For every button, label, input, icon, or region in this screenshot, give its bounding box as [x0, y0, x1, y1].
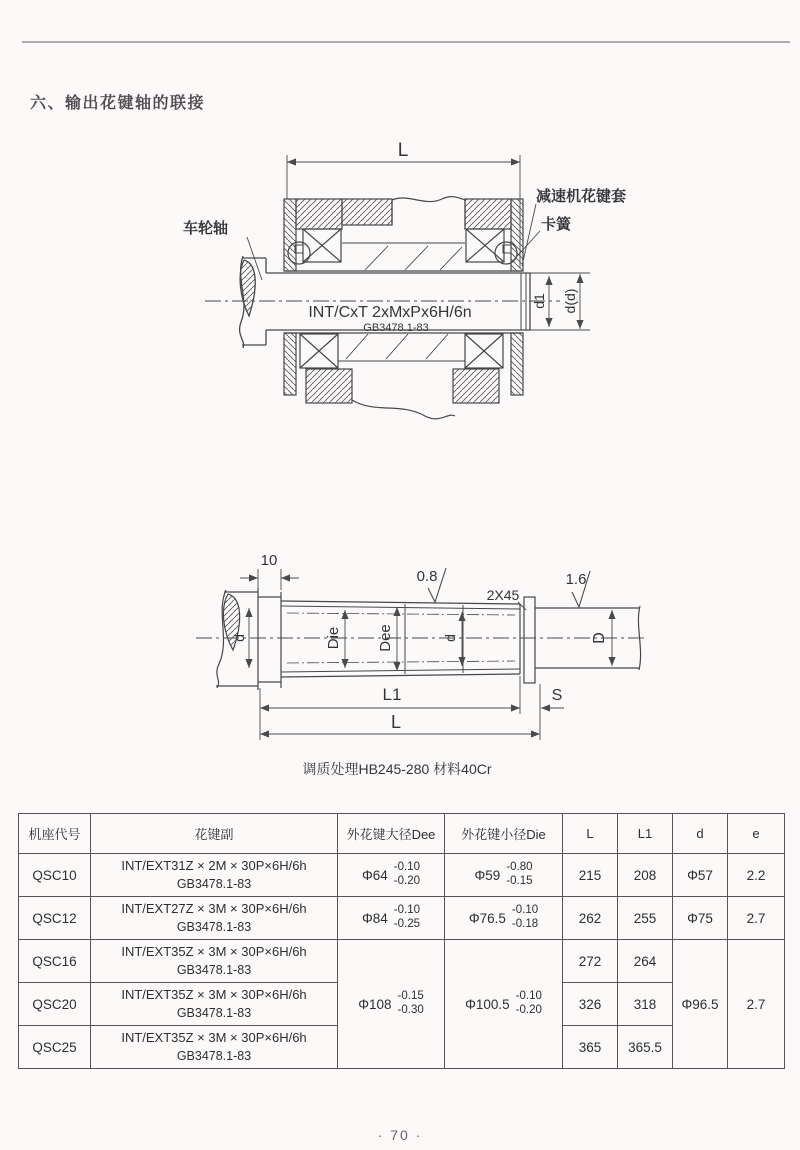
- table-row: [19, 854, 785, 897]
- dim-label-S: S: [551, 687, 563, 704]
- d-value: Φ57: [673, 854, 728, 897]
- assembly-drawing: [150, 130, 670, 445]
- spec-table-wrap: [18, 813, 785, 1069]
- length-dimensions: [260, 676, 564, 740]
- spline-spec: [91, 983, 338, 1026]
- chamfer-label: 2X45: [486, 587, 520, 603]
- die-value: Φ59 -0.80 -0.15: [445, 854, 563, 897]
- dim-label-Die: Die: [325, 626, 342, 650]
- dim-label-D: D: [591, 632, 608, 644]
- spline-spec: [91, 1026, 338, 1069]
- spline-line2: GB3478.1-83: [176, 1049, 252, 1064]
- col-header-d: d: [673, 814, 728, 854]
- L-value: 326: [563, 983, 618, 1026]
- frame-code: QSC10: [19, 854, 91, 897]
- col-header-L1: L1: [618, 814, 673, 854]
- col-header-e: e: [728, 814, 785, 854]
- e-value: 2.7: [728, 897, 785, 940]
- frame-code: QSC20: [19, 983, 91, 1026]
- die-value-merged: Φ100.5 -0.10 -0.20: [445, 940, 563, 1069]
- spline-line1: INT/EXT35Z × 3M × 30P×6H/6h: [121, 986, 307, 1002]
- spline-line1: INT/EXT27Z × 3M × 30P×6H/6h: [121, 900, 307, 916]
- col-header-die: 外花键小径Die: [445, 814, 563, 854]
- L1-value: 255: [618, 897, 673, 940]
- label-reducer-spline-sleeve: 减速机花键套: [536, 188, 627, 205]
- dim-label-dd: d(d): [562, 288, 578, 314]
- dim-label-d-left: d: [231, 634, 247, 642]
- L1-value: 208: [618, 854, 673, 897]
- col-header-L: L: [563, 814, 618, 854]
- spline-spec: [91, 897, 338, 940]
- L1-value: 318: [618, 983, 673, 1026]
- finish-label-1-6: 1.6: [565, 571, 587, 588]
- spline-line1: INT/EXT35Z × 3M × 30P×6H/6h: [121, 943, 307, 959]
- L1-value: 365.5: [618, 1026, 673, 1069]
- spline-spec: [91, 854, 338, 897]
- dim-label-L1: L1: [382, 685, 402, 704]
- L-value: 262: [563, 897, 618, 940]
- finish-label-0-8: 0.8: [416, 568, 438, 585]
- shaft-standard-text: GB3478.1-83: [363, 322, 429, 334]
- spline-line2: GB3478.1-83: [176, 963, 252, 978]
- table-row: [19, 940, 785, 983]
- e-value: 2.2: [728, 854, 785, 897]
- spline-line1: INT/EXT31Z × 2M × 30P×6H/6h: [121, 857, 307, 873]
- L-value: 272: [563, 940, 618, 983]
- dim-label-Dee: Dee: [377, 624, 394, 652]
- dee-value: Φ84 -0.10 -0.25: [338, 897, 445, 940]
- dim-label-10: 10: [260, 552, 278, 569]
- L-value: 365: [563, 1026, 618, 1069]
- dimension-10: [240, 569, 299, 590]
- dim-label-L2: L: [390, 712, 402, 732]
- col-header-spline-pair: 花键副: [91, 814, 338, 854]
- spline-spec: [91, 940, 338, 983]
- page-number: · 70 ·: [377, 1127, 423, 1143]
- frame-code: QSC16: [19, 940, 91, 983]
- table-row: [19, 897, 785, 940]
- shaft-spec-text: INT/CxT 2xMxPx6H/6n: [308, 304, 472, 321]
- spline-shaft-drawing: [185, 545, 650, 790]
- dim-label-d1: d1: [531, 293, 547, 309]
- frame-code: QSC12: [19, 897, 91, 940]
- page-title: 六、输出花键轴的联接: [30, 95, 206, 112]
- L-value: 215: [563, 854, 618, 897]
- die-value: Φ76.5 -0.10 -0.18: [445, 897, 563, 940]
- col-header-dee: 外花键大径Dee: [338, 814, 445, 854]
- spline-line1: INT/EXT35Z × 3M × 30P×6H/6h: [121, 1029, 307, 1045]
- spline-line2: GB3478.1-83: [176, 920, 252, 935]
- col-header-frame-code: 机座代号: [19, 814, 91, 854]
- sleeve-housing-bottom: [284, 333, 523, 419]
- frame-code: QSC25: [19, 1026, 91, 1069]
- sleeve-housing-top: [284, 197, 523, 271]
- dee-value: Φ64 -0.10 -0.20: [338, 854, 445, 897]
- spline-line2: GB3478.1-83: [176, 1006, 252, 1021]
- leader-sleeve: [522, 204, 536, 266]
- dim-label-d-right: d: [442, 634, 458, 642]
- scan-edge-line: [22, 41, 790, 43]
- material-caption: 调质处理HB245-280 材料40Cr: [302, 761, 492, 777]
- label-wheel-axle: 车轮轴: [183, 220, 229, 237]
- dim-label-L: L: [397, 140, 409, 161]
- label-circlip: 卡簧: [541, 216, 572, 233]
- dee-value-merged: Φ108 -0.15 -0.30: [338, 940, 445, 1069]
- d-value-merged: Φ96.5: [673, 940, 728, 1069]
- L1-value: 264: [618, 940, 673, 983]
- spec-table: [18, 813, 785, 1069]
- e-value-merged: 2.7: [728, 940, 785, 1069]
- spline-line2: GB3478.1-83: [176, 877, 252, 892]
- d-value: Φ75: [673, 897, 728, 940]
- header-row: [19, 814, 785, 854]
